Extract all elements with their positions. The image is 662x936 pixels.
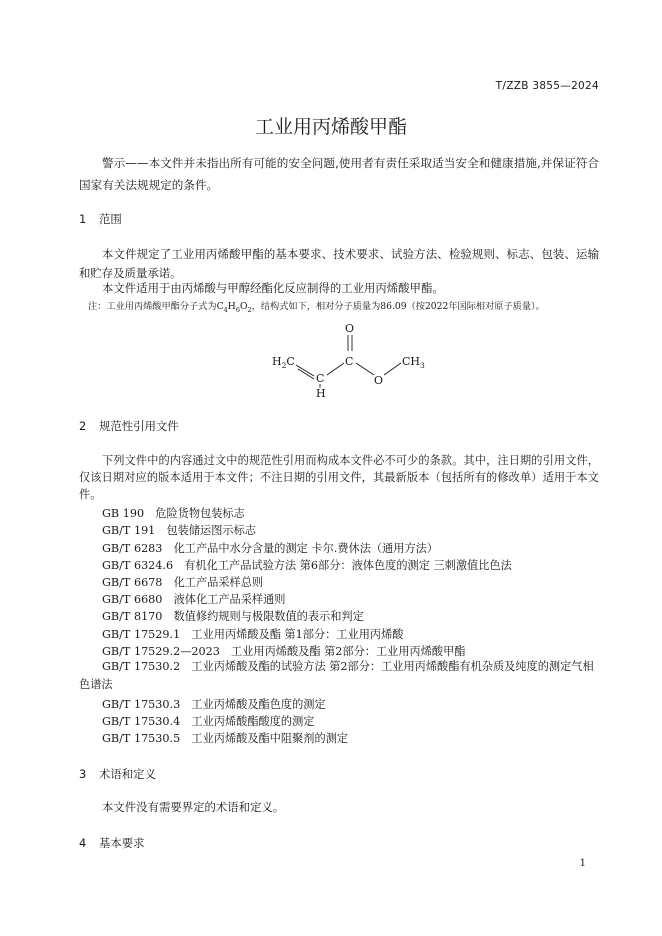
standard-code: T/ZZB 3855—2024	[495, 80, 599, 92]
section-number: 3	[79, 767, 87, 781]
scope-paragraph-1: 本文件规定了工业用丙烯酸甲酯的基本要求、技术要求、试验方法、检验规则、标志、包装、运输和贮存及质量承诺。	[79, 247, 599, 280]
reference-item: GB 190 危险货物包装标志	[102, 507, 245, 520]
safety-warning: 警示——本文件并未指出所有可能的安全问题,使用者有责任采取适当安全和健康措施,并保证符合国家有关法规规定的条件。	[79, 156, 599, 192]
structural-formula	[262, 318, 442, 398]
reference-item: GB/T 17530.5 工业丙烯酸及酯中阻聚剂的测定	[102, 732, 349, 745]
reference-item: GB/T 191 包装储运图示标志	[102, 524, 256, 537]
double-bond-line-c	[296, 365, 314, 376]
reference-item: GB/T 17530.4 工业丙烯酸酯酸度的测定	[102, 715, 315, 728]
section-title: 术语和定义	[99, 767, 156, 781]
section-title: 基本要求	[99, 836, 145, 850]
references-intro: 下列文件中的内容通过文中的规范性引用而构成本文件必不可少的条款。其中，注日期的引用文件，仅该日期对应的版本适用于本文件；不注日期的引用文件，其最新版本（包括所有的修改单）适用于本文件。	[79, 454, 599, 501]
section-1-heading	[79, 211, 122, 227]
reference-item: GB/T 17529.1 工业用丙烯酸及酯 第1部分：工业用丙烯酸	[102, 628, 404, 641]
section-2-heading	[79, 418, 179, 434]
methylene-group: $H_2C$	[272, 355, 295, 370]
reference-item: GB/T 6283 化工产品中水分含量的测定 卡尔.费休法（通用方法）	[102, 542, 439, 555]
reference-item: GB/T 17529.2—2023 工业用丙烯酸及酯 第2部分：工业用丙烯酸甲酯	[102, 645, 466, 658]
double-bond-line-d	[298, 369, 314, 379]
methyl-bond-line	[384, 363, 401, 375]
section-3-heading	[79, 766, 156, 782]
terms-paragraph: 本文件没有需要界定的术语和定义。	[102, 800, 285, 814]
formula-note: 注：工业用丙烯酸甲酯分子式为$C_4H_6O_2$，结构式如下，相对分子质量为86.09（按2022年国际相对原子质量）。	[88, 301, 545, 314]
section-4-heading	[79, 835, 145, 851]
section-number: 4	[79, 836, 87, 850]
reference-item: GB/T 6678 化工产品采样总则	[102, 576, 264, 589]
reference-item: GB/T 6680 液体化工产品采样通则	[102, 593, 286, 606]
carbonyl-oxygen: O	[345, 322, 355, 335]
section-number: 2	[79, 419, 87, 433]
reference-item: GB/T 17530.3 工业丙烯酸及酯色度的测定	[102, 698, 326, 711]
carbonyl-carbon: C	[345, 355, 354, 368]
alpha-carbon: C	[316, 372, 325, 385]
reference-item: GB/T 17530.2 工业丙烯酸及酯的试验方法 第2部分：工业用丙烯酸酯有机杂质及纯度的测定气相色谱法	[79, 660, 594, 691]
section-title: 规范性引用文件	[99, 419, 179, 433]
section-number: 1	[79, 212, 87, 226]
page-number: 1	[579, 858, 586, 869]
alpha-hydrogen: H	[316, 387, 326, 398]
reference-item: GB/T 6324.6 有机化工产品试验方法 第6部分：液体色度的测定 三刺激值比色法	[102, 559, 512, 572]
reference-item: GB/T 8170 数值修约规则与极限数值的表示和判定	[102, 610, 364, 623]
document-title: 工业用丙烯酸甲酯	[254, 116, 407, 138]
methyl-group: $CH_3$	[402, 355, 425, 370]
ester-oxygen: O	[374, 374, 384, 387]
section-title: 范围	[99, 212, 122, 226]
scope-paragraph-2: 本文件适用于由丙烯酸与甲醇经酯化反应制得的工业用丙烯酸甲酯。	[102, 281, 444, 295]
single-bond-line	[327, 363, 344, 375]
ester-bond-line	[356, 363, 374, 375]
